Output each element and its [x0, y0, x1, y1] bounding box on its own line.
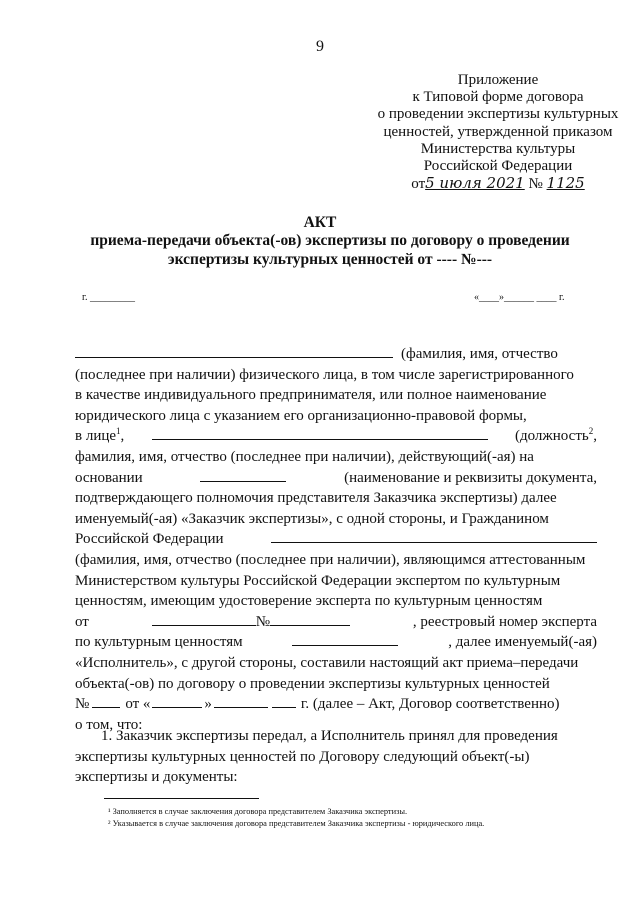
- footnote-ref-2: 2: [588, 426, 594, 437]
- order-date-line: [348, 175, 640, 193]
- body-line-12: Министерством культуры Российской Федерации экспертом по культурным: [75, 572, 561, 589]
- body-line-2: (последнее при наличии) физического лица, в том числе зарегистрированного: [75, 366, 574, 383]
- blank-field: [152, 427, 488, 440]
- footnote-1: ¹ Заполняется в случае заключения договора представителем Заказчика экспертизы.: [108, 807, 408, 816]
- body-line-18: № от « » г. (далее – Акт, Договор соответственно): [75, 696, 560, 713]
- body-line-5: в лице$^1$, (должность$^2$,: [75, 426, 597, 445]
- footnote-divider: [104, 798, 259, 799]
- blank-field: [75, 345, 393, 358]
- act-subtitle: [60, 232, 600, 269]
- body-line-15: по культурным ценностям , далее именуемый(-ая): [75, 634, 597, 651]
- act-subtitle-line-2: экспертизы культурных ценностей от ---- №---: [167, 250, 493, 268]
- clause-1: [75, 726, 597, 788]
- act-subtitle-line-1: приема-передачи объекта(-ов) экспертизы по договору о проведении: [90, 232, 570, 249]
- order-from-label: от: [411, 176, 426, 193]
- blank-field: [272, 695, 296, 708]
- place-field: г. _________: [82, 292, 135, 303]
- clause-1-line-1: 1. Заказчик экспертизы передал, а Исполнитель принял для проведения: [101, 728, 558, 744]
- order-date-handwritten: 5 июля 2021: [425, 174, 525, 193]
- appendix-line: о проведении экспертизы культурных: [377, 106, 619, 123]
- appendix-line: ценностей, утвержденной приказом: [383, 123, 613, 140]
- appendix-block: [348, 72, 640, 193]
- blank-field: [200, 469, 286, 482]
- clause-1-line-3: экспертизы и документы:: [75, 769, 238, 786]
- appendix-line: к Типовой форме договора: [412, 89, 584, 106]
- body-line-14: от № , реестровый номер эксперта: [75, 613, 597, 630]
- date-field: «____»______ ____ г.: [474, 292, 565, 303]
- blank-field: [152, 695, 202, 708]
- body-line-1: (фамилия, имя, отчество: [75, 344, 597, 365]
- body-line-10: Российской Федерации: [75, 529, 597, 550]
- act-body: [75, 344, 597, 735]
- body-line-3: в качестве индивидуального предпринимателя, или полное наименование: [75, 387, 547, 404]
- blank-field: [270, 613, 350, 626]
- blank-field: [214, 695, 268, 708]
- order-number-label: №: [528, 176, 543, 193]
- body-line-6: фамилия, имя, отчество (последнее при наличии), действующий(-ая) на: [75, 448, 534, 465]
- body-line-9: именуемый(-ая) «Заказчик экспертизы», с одной стороны, и Гражданином: [75, 510, 549, 527]
- blank-field: [92, 695, 120, 708]
- order-number-handwritten: 1125: [546, 174, 585, 193]
- appendix-line: Российской Федерации: [423, 158, 573, 175]
- page-number: 9: [316, 38, 324, 55]
- body-line-17: объекта(-ов) по договору о проведении экспертизы культурных ценностей: [75, 675, 550, 692]
- appendix-line: Министерства культуры: [420, 140, 576, 157]
- clause-1-line-2: экспертизы культурных ценностей по Договору следующий объект(-ы): [75, 748, 530, 765]
- body-line-11: (фамилия, имя, отчество (последнее при наличии), являющимся аттестованным: [75, 551, 586, 568]
- appendix-line: Приложение: [457, 72, 539, 88]
- blank-field: [292, 633, 398, 646]
- blank-field: [152, 613, 256, 626]
- body-line-8: подтверждающего полномочия представителя Заказчика экспертизы) далее: [75, 490, 557, 507]
- footnote-ref-1: 1: [116, 426, 121, 437]
- act-title: АКТ: [303, 214, 337, 231]
- blank-field: [271, 530, 597, 543]
- body-line-19: о том, что:: [75, 716, 143, 733]
- body-line-16: «Исполнитель», с другой стороны, составили настоящий акт приема–передачи: [75, 654, 579, 671]
- footnote-2: ² Указывается в случае заключения договора представителем Заказчика экспертизы - юридического лица.: [108, 819, 485, 828]
- body-line-13: ценностям, имеющим удостоверение эксперта по культурным ценностям: [75, 593, 543, 610]
- body-line-4: юридического лица с указанием его организационно-правовой формы,: [75, 407, 527, 424]
- body-line-7: основании (наименование и реквизиты документа,: [75, 469, 597, 486]
